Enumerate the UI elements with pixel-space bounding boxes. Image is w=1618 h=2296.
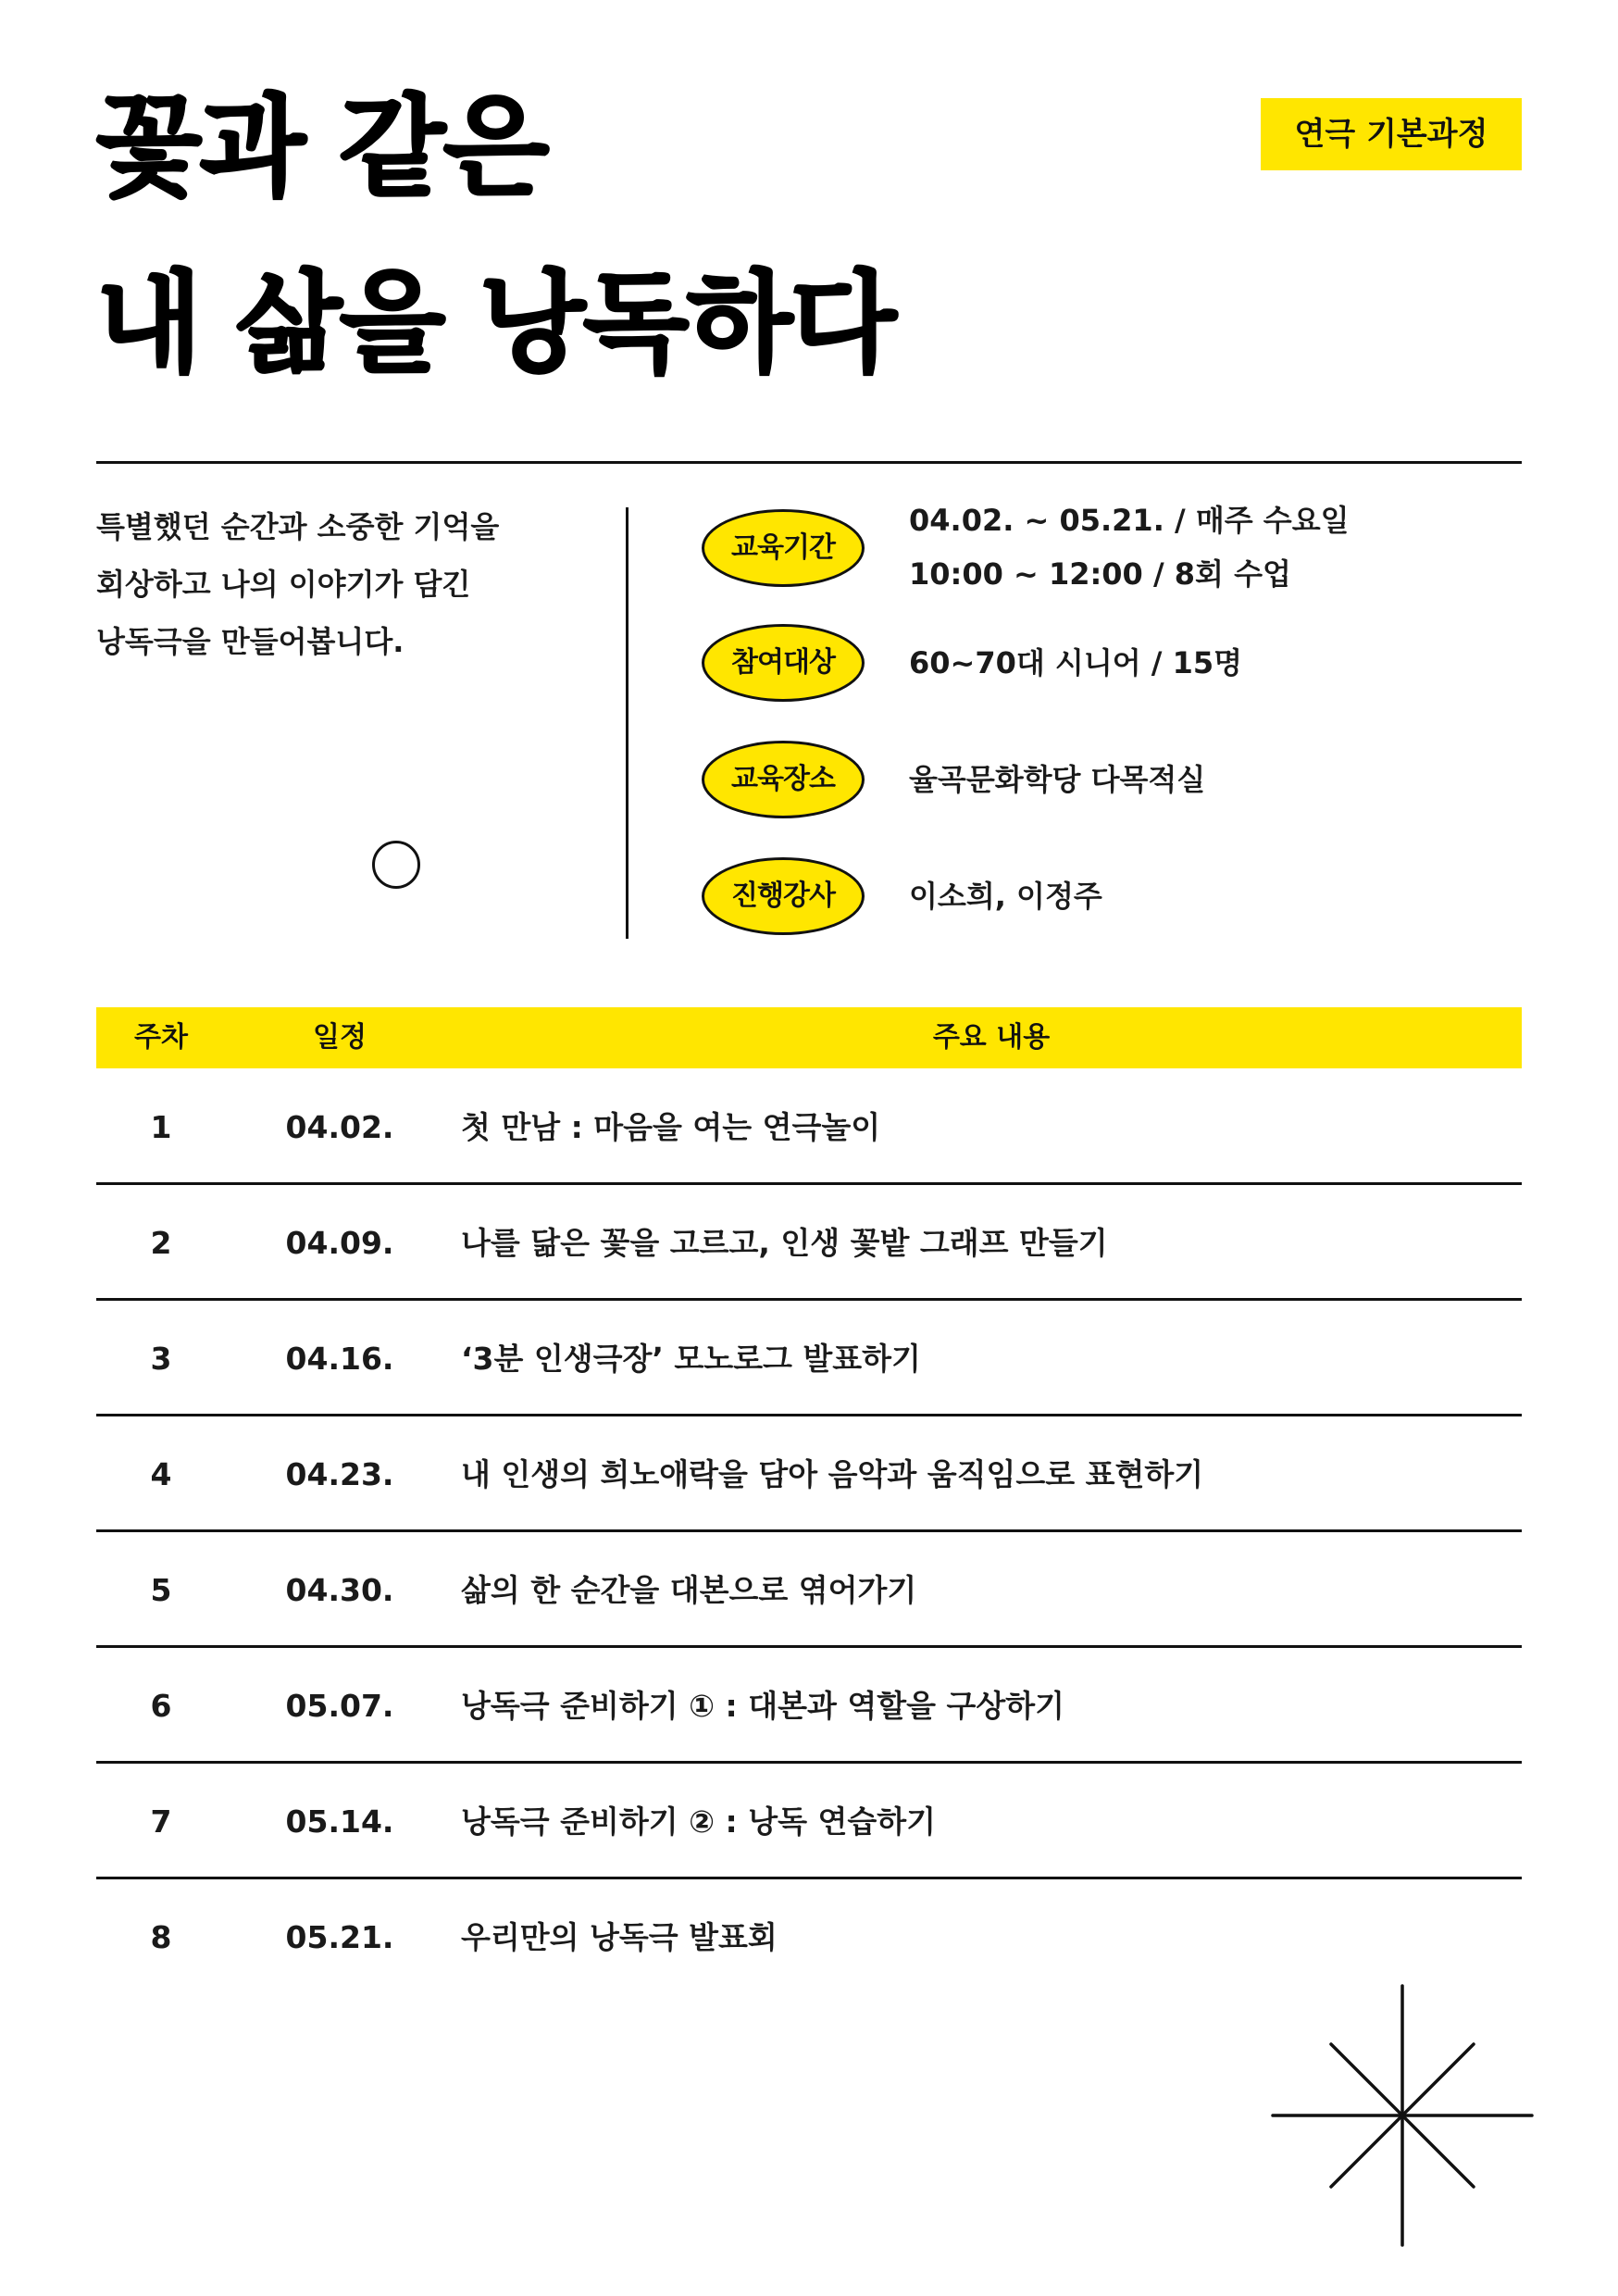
- header-week: 주차: [134, 1021, 188, 1054]
- vertical-divider: [626, 507, 629, 939]
- row-date: 05.21.: [285, 1919, 394, 1955]
- row-divider: [96, 1877, 1522, 1879]
- row-date: 05.07.: [285, 1688, 394, 1724]
- row-content: ‘3분 인생극장’ 모노로그 발표하기: [461, 1341, 921, 1377]
- circle-decoration: [372, 841, 420, 889]
- row-week: 6: [150, 1688, 172, 1724]
- table-row: [96, 1533, 1522, 1648]
- row-content: 낭독극 준비하기 ① : 대본과 역할을 구상하기: [461, 1688, 1064, 1724]
- row-week: 2: [150, 1225, 172, 1261]
- header-content: 주요 내용: [932, 1021, 1051, 1054]
- table-row: [96, 1302, 1522, 1416]
- intro-line-3: 낭독극을 만들어봅니다.: [96, 624, 404, 659]
- row-week: 7: [150, 1803, 172, 1840]
- row-date: 05.14.: [285, 1803, 394, 1840]
- intro-line-2: 회상하고 나의 이야기가 담긴: [96, 567, 471, 602]
- intro-text: [96, 498, 615, 670]
- header-date: 일정: [313, 1021, 367, 1054]
- starburst-decoration: [1268, 1981, 1537, 2250]
- row-week: 5: [150, 1572, 172, 1608]
- row-date: 04.30.: [285, 1572, 394, 1608]
- info-period-line-2: 10:00 ~ 12:00 / 8회 수업: [909, 556, 1291, 592]
- table-row: [96, 1880, 1522, 1995]
- title-line-2: 내 삶을 낭독하다: [96, 259, 895, 387]
- row-divider: [96, 1298, 1522, 1301]
- schedule-header: [96, 1007, 1522, 1068]
- row-content: 나를 닮은 꽃을 고르고, 인생 꽃밭 그래프 만들기: [461, 1225, 1108, 1261]
- row-week: 8: [150, 1919, 172, 1955]
- row-divider: [96, 1645, 1522, 1648]
- row-content: 낭독극 준비하기 ② : 낭독 연습하기: [461, 1803, 936, 1840]
- row-divider: [96, 1182, 1522, 1185]
- table-row: [96, 1417, 1522, 1532]
- row-week: 3: [150, 1341, 172, 1377]
- row-content: 첫 만남 : 마음을 여는 연극놀이: [461, 1109, 881, 1145]
- info-target: 60~70대 시니어 / 15명: [909, 645, 1243, 680]
- row-date: 04.09.: [285, 1225, 394, 1261]
- info-period-line-1: 04.02. ~ 05.21. / 매주 수요일: [909, 503, 1350, 538]
- top-divider: [96, 461, 1522, 464]
- info-period: [909, 493, 1350, 601]
- row-date: 04.02.: [285, 1109, 394, 1145]
- info-instructor: 이소희, 이정주: [909, 879, 1102, 914]
- table-row: [96, 1070, 1522, 1185]
- course-tag: 연극 기본과정: [1261, 98, 1522, 170]
- label-period: 교육기간: [702, 509, 865, 587]
- row-divider: [96, 1529, 1522, 1532]
- table-row: [96, 1186, 1522, 1301]
- table-row: [96, 1649, 1522, 1764]
- row-content: 내 인생의 희노애락을 담아 음악과 움직임으로 표현하기: [461, 1456, 1204, 1492]
- row-week: 1: [150, 1109, 172, 1145]
- label-instructor: 진행강사: [702, 857, 865, 935]
- info-location: 율곡문화학당 다목적실: [909, 762, 1206, 797]
- label-target: 참여대상: [702, 624, 865, 702]
- row-date: 04.16.: [285, 1341, 394, 1377]
- row-date: 04.23.: [285, 1456, 394, 1492]
- title-line-1: 꽃과 같은: [96, 83, 548, 211]
- row-divider: [96, 1414, 1522, 1416]
- row-divider: [96, 1761, 1522, 1764]
- label-location: 교육장소: [702, 741, 865, 818]
- row-week: 4: [150, 1456, 172, 1492]
- table-row: [96, 1765, 1522, 1879]
- intro-line-1: 특별했던 순간과 소중한 기억을: [96, 509, 500, 544]
- row-content: 우리만의 낭독극 발표회: [461, 1919, 778, 1955]
- row-content: 삶의 한 순간을 대본으로 엮어가기: [461, 1572, 917, 1608]
